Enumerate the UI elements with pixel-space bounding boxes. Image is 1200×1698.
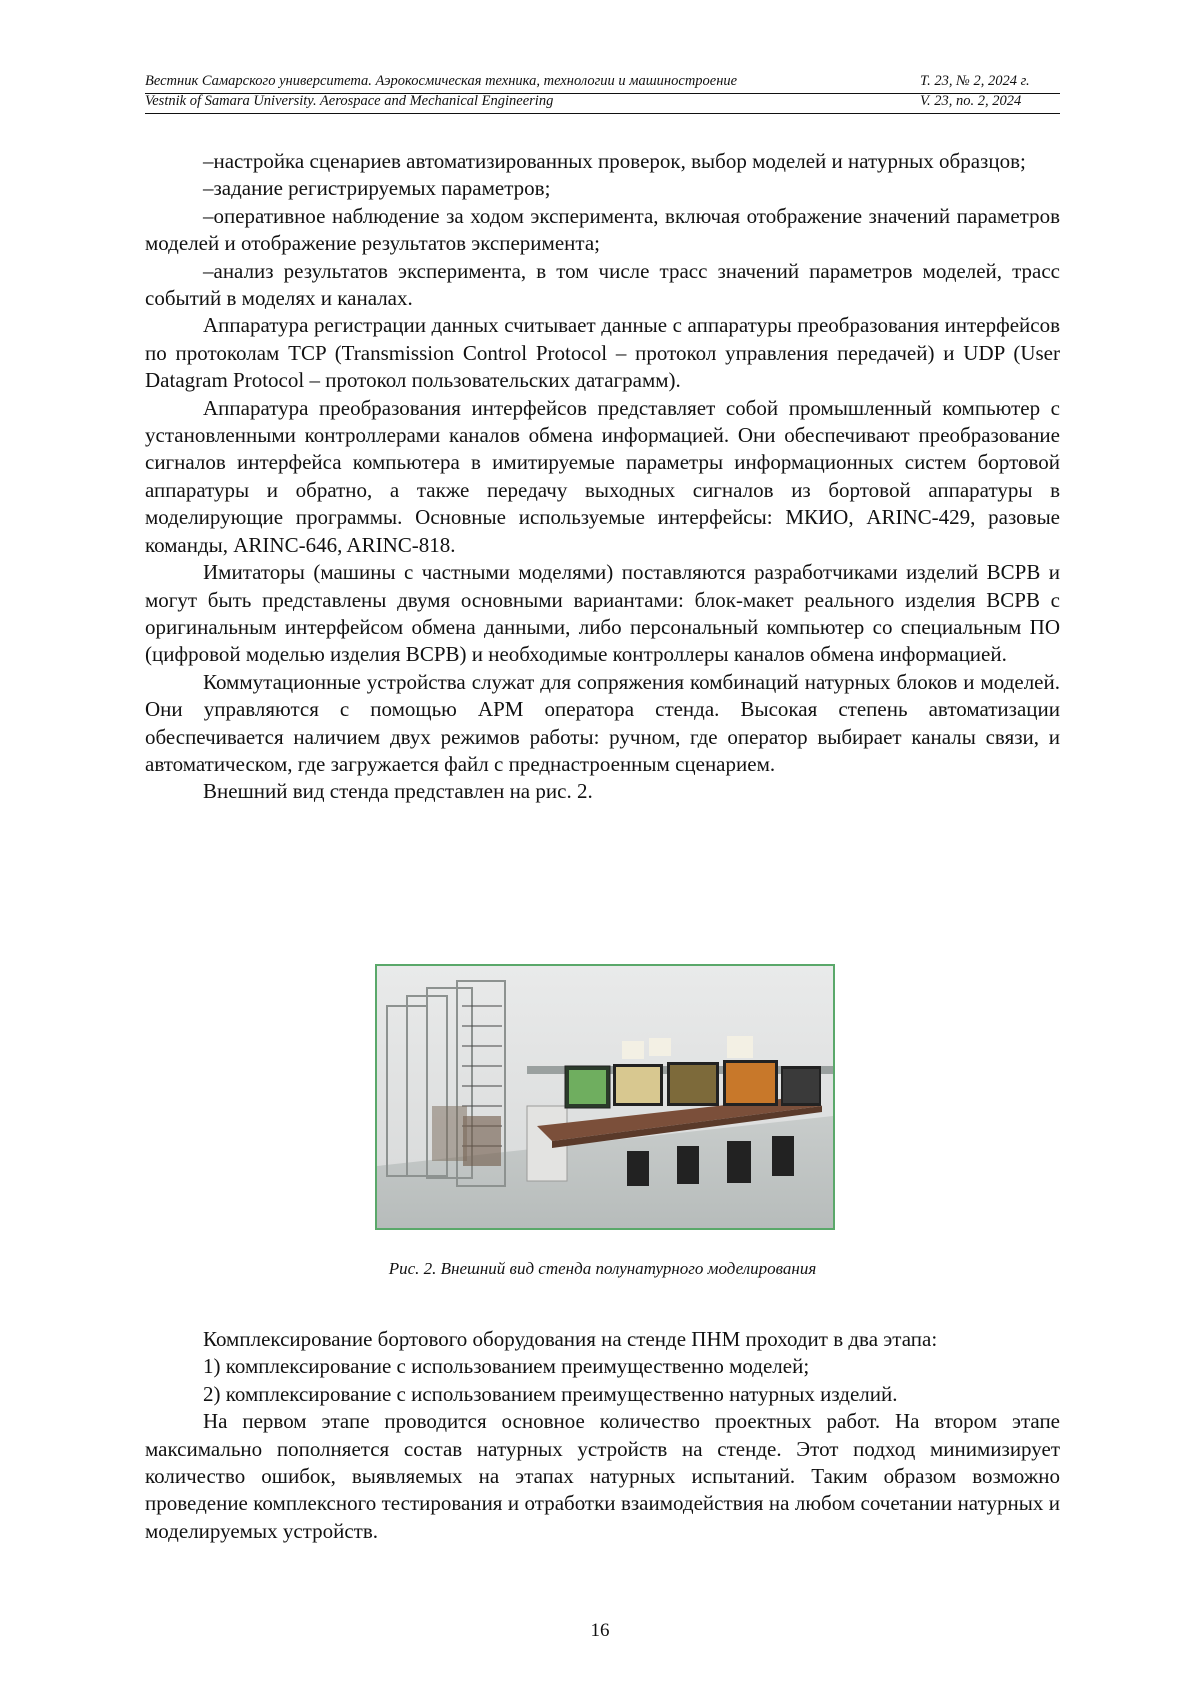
body-text-continued xyxy=(145,1326,1060,1545)
list-item: –анализ результатов эксперимента, в том числе трасс значений параметров моделей, трасс событий в моделях и каналах. xyxy=(145,258,1060,311)
list-item: –оперативное наблюдение за ходом эксперимента, включая отображение значений параметров моделей и отображение результатов эксперимента; xyxy=(145,203,1060,256)
figure-photo xyxy=(375,964,835,1230)
paragraph: Комплексирование бортового оборудования на стенде ПНМ проходит в два этапа: xyxy=(203,1327,938,1351)
list-item: –настройка сценариев автоматизированных проверок, выбор моделей и натурных образцов; xyxy=(203,149,1026,173)
paragraph: Коммутационные устройства служат для сопряжения комбинаций натурных блоков и моделей. Они управляются с помощью АРМ оператора стенда. Высокая степень автоматизации обеспечивается наличием двух режимов работы: ручном, где оператор выбирает каналы связи, и автоматическом, где загружается файл с преднастроенным сценарием. xyxy=(145,669,1060,776)
running-header-ru xyxy=(145,73,1060,94)
list-item: –задание регистрируемых параметров; xyxy=(203,176,551,201)
journal-title-ru: Вестник Самарского университета. Аэрокосмическая техника, технологии и машиностроение xyxy=(145,73,738,89)
test-bench-photo xyxy=(377,966,833,1228)
paragraph: На первом этапе проводится основное количество проектных работ. На втором этапе максимально пополняется состав натурных устройств на стенде. Этот подход минимизирует количество ошибок, выявляемых на этапах натурных испытаний. Таким образом возможно проведение комплексного тестирования и отработки взаимодействия на любом сочетании натурных и моделируемых устройств. xyxy=(145,1409,1060,1543)
list-item: 2) комплексирование с использованием преимущественно натурных изделий. xyxy=(203,1381,898,1406)
paragraph: Имитаторы (машины с частными моделями) поставляются разработчиками изделий ВСРВ и могут быть представлены двумя основными вариантами: блок-макет реального изделия ВСРВ с оригинальным интерфейсом обмена данными, либо персональный компьютер со специальным ПО (цифровой моделью изделия ВСРВ) и необходимые контроллеры каналов обмена информацией. xyxy=(145,560,1060,667)
paragraph: Аппаратура регистрации данных считывает данные с аппаратуры преобразования интерфейсов по протоколам TCP (Transmission Control Protocol – протокол управления передачей) и UDP (User Datagram Protocol – протокол пользовательских датаграмм). xyxy=(145,313,1060,393)
body-text xyxy=(145,148,1060,806)
paragraph: Аппаратура преобразования интерфейсов представляет собой промышленный компьютер с установленными контроллерами каналов обмена информацией. Они обеспечивают преобразование сигналов интерфейса компьютера в имитируемые параметры информационных систем бортовой аппаратуры и обратно, а также передачу выходных сигналов из бортовой аппаратуры в моделирующие программы. Основные используемые интерфейсы: МКИО, ARINC-429, разовые команды, ARINC-646, ARINC-818. xyxy=(145,395,1060,557)
figure-caption: Рис. 2. Внешний вид стенда полунатурного моделирования xyxy=(388,1259,817,1278)
running-header-en xyxy=(145,93,1060,114)
list-item: 1) комплексирование с использованием преимущественно моделей; xyxy=(203,1354,810,1379)
volume-ru: Т. 23, № 2, 2024 г. xyxy=(920,73,1030,89)
volume-en: V. 23, no. 2, 2024 xyxy=(920,93,1022,109)
journal-title-en: Vestnik of Samara University. Aerospace and Mechanical Engineering xyxy=(145,93,554,109)
paragraph: Внешний вид стенда представлен на рис. 2. xyxy=(203,779,593,804)
page-number: 16 xyxy=(590,1620,610,1641)
